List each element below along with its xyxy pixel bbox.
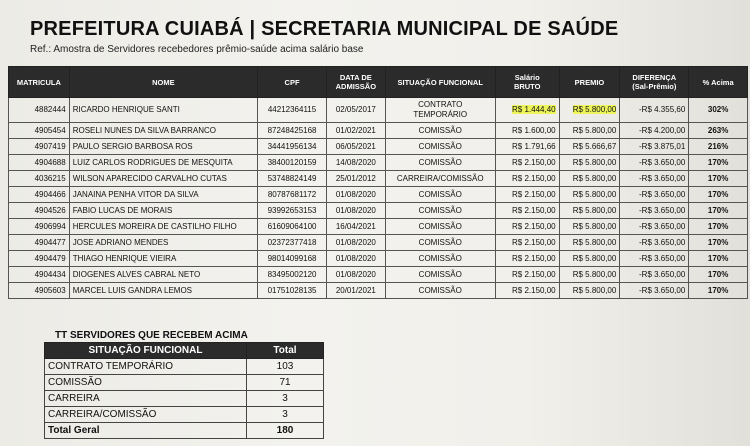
- cell-cpf: 01751028135: [258, 283, 327, 299]
- cell-cpf: 44212364115: [258, 98, 327, 123]
- col-salario: [495, 67, 559, 98]
- table-row: [9, 219, 748, 235]
- cell-admissao: 25/01/2012: [327, 171, 386, 187]
- table-row: [9, 155, 748, 171]
- cell-situacao: COMISSÃO: [385, 123, 495, 139]
- cell-matricula: 4904477: [9, 235, 70, 251]
- cell-salario: R$ 2.150,00: [495, 171, 559, 187]
- cell-situacao: CARREIRA/COMISSÃO: [385, 171, 495, 187]
- cell-nome: DIOGENES ALVES CABRAL NETO: [69, 267, 257, 283]
- cell-situacao: COMISSÃO: [385, 267, 495, 283]
- cell-pct: 216%: [689, 139, 748, 155]
- cell-admissao: 01/08/2020: [327, 267, 386, 283]
- cell-admissao: 01/08/2020: [327, 203, 386, 219]
- cell-premio: R$ 5.800,00: [559, 251, 620, 267]
- cell-admissao: 16/04/2021: [327, 219, 386, 235]
- cell-matricula: 4907419: [9, 139, 70, 155]
- cell-cpf: 93992653153: [258, 203, 327, 219]
- cell-nome: THIAGO HENRIQUE VIEIRA: [69, 251, 257, 267]
- servidores-table: [8, 66, 748, 299]
- cell-cpf: 53748824149: [258, 171, 327, 187]
- cell-pct: 302%: [689, 98, 748, 123]
- table-row: [9, 171, 748, 187]
- cell-salario: R$ 2.150,00: [495, 251, 559, 267]
- summary-row: [45, 359, 324, 375]
- summary-total: 3: [247, 407, 324, 423]
- cell-matricula: 4906994: [9, 219, 70, 235]
- summary-row: [45, 375, 324, 391]
- cell-diferenca: -R$ 3.650,00: [620, 155, 689, 171]
- cell-cpf: 83495002120: [258, 267, 327, 283]
- cell-matricula: 4904526: [9, 203, 70, 219]
- col-salario-line2: BRUTO: [513, 82, 541, 91]
- cell-nome: ROSELI NUNES DA SILVA BARRANCO: [69, 123, 257, 139]
- summary-label: CARREIRA/COMISSÃO: [45, 407, 247, 423]
- cell-matricula: 4904434: [9, 267, 70, 283]
- cell-nome: RICARDO HENRIQUE SANTI: [69, 98, 257, 123]
- cell-matricula: 4904479: [9, 251, 70, 267]
- cell-nome: HERCULES MOREIRA DE CASTILHO FILHO: [69, 219, 257, 235]
- cell-admissao: 14/08/2020: [327, 155, 386, 171]
- cell-situacao-line1: CONTRATO: [418, 100, 463, 109]
- cell-pct: 263%: [689, 123, 748, 139]
- cell-cpf: 02372377418: [258, 235, 327, 251]
- cell-salario: R$ 2.150,00: [495, 235, 559, 251]
- table-row: [9, 187, 748, 203]
- cell-nome: JANAINA PENHA VITOR DA SILVA: [69, 187, 257, 203]
- cell-pct: 170%: [689, 155, 748, 171]
- summary-total: 71: [247, 375, 324, 391]
- cell-nome: WILSON APARECIDO CARVALHO CUTAS: [69, 171, 257, 187]
- highlight-premio: R$ 5.800,00: [572, 105, 617, 114]
- col-nome: NOME: [69, 67, 257, 98]
- cell-salario: R$ 2.150,00: [495, 155, 559, 171]
- summary-label: CONTRATO TEMPORÁRIO: [45, 359, 247, 375]
- col-admissao-line2: ADMISSÃO: [335, 82, 377, 91]
- cell-salario: [495, 98, 559, 123]
- cell-pct: 170%: [689, 251, 748, 267]
- cell-admissao: 02/05/2017: [327, 98, 386, 123]
- cell-matricula: 4905603: [9, 283, 70, 299]
- cell-nome: PAULO SERGIO BARBOSA ROS: [69, 139, 257, 155]
- cell-cpf: 61609064100: [258, 219, 327, 235]
- cell-situacao-line2: TEMPORÁRIO: [413, 110, 468, 119]
- cell-matricula: 4905454: [9, 123, 70, 139]
- cell-cpf: 80787681172: [258, 187, 327, 203]
- cell-diferenca: -R$ 3.650,00: [620, 251, 689, 267]
- cell-cpf: 34441956134: [258, 139, 327, 155]
- cell-salario: R$ 1.791,66: [495, 139, 559, 155]
- cell-diferenca: -R$ 3.650,00: [620, 187, 689, 203]
- summary-header-row: [45, 343, 324, 359]
- cell-situacao: COMISSÃO: [385, 219, 495, 235]
- table-row: [9, 123, 748, 139]
- cell-admissao: 01/08/2020: [327, 235, 386, 251]
- cell-cpf: 87248425168: [258, 123, 327, 139]
- col-admissao: [327, 67, 386, 98]
- cell-nome: MARCEL LUIS GANDRA LEMOS: [69, 283, 257, 299]
- summary-label: COMISSÃO: [45, 375, 247, 391]
- cell-premio: R$ 5.800,00: [559, 187, 620, 203]
- cell-premio: R$ 5.800,00: [559, 219, 620, 235]
- cell-admissao: 01/02/2021: [327, 123, 386, 139]
- cell-pct: 170%: [689, 283, 748, 299]
- cell-diferenca: -R$ 3.650,00: [620, 171, 689, 187]
- cell-salario: R$ 2.150,00: [495, 283, 559, 299]
- cell-diferenca: -R$ 3.650,00: [620, 283, 689, 299]
- table-header-row: [9, 67, 748, 98]
- col-salario-line1: Salário: [514, 73, 540, 82]
- reference-note: Ref.: Amostra de Servidores recebedores prêmio-saúde acima salário base: [30, 44, 364, 55]
- cell-premio: R$ 5.800,00: [559, 123, 620, 139]
- cell-admissao: 01/08/2020: [327, 251, 386, 267]
- table-row: [9, 251, 748, 267]
- summary-total: 3: [247, 391, 324, 407]
- cell-pct: 170%: [689, 219, 748, 235]
- table-row: [9, 235, 748, 251]
- col-matricula: MATRICULA: [9, 67, 70, 98]
- cell-situacao: [385, 98, 495, 123]
- cell-situacao: COMISSÃO: [385, 251, 495, 267]
- cell-premio: R$ 5.800,00: [559, 203, 620, 219]
- cell-cpf: 98014099168: [258, 251, 327, 267]
- table-row: [9, 139, 748, 155]
- table-row: [9, 267, 748, 283]
- cell-premio: [559, 98, 620, 123]
- summary-grand-row: [45, 423, 324, 439]
- table-row: [9, 283, 748, 299]
- cell-diferenca: -R$ 4.355,60: [620, 98, 689, 123]
- cell-matricula: 4904688: [9, 155, 70, 171]
- col-diferenca-line2: (Sal-Prêmio): [632, 82, 677, 91]
- cell-admissao: 01/08/2020: [327, 187, 386, 203]
- cell-matricula: 4036215: [9, 171, 70, 187]
- cell-premio: R$ 5.800,00: [559, 235, 620, 251]
- cell-diferenca: -R$ 3.650,00: [620, 203, 689, 219]
- cell-pct: 170%: [689, 203, 748, 219]
- summary-grand-total: 180: [247, 423, 324, 439]
- summary-title: TT SERVIDORES QUE RECEBEM ACIMA: [55, 330, 248, 341]
- cell-premio: R$ 5.666,67: [559, 139, 620, 155]
- cell-pct: 170%: [689, 267, 748, 283]
- cell-nome: JOSE ADRIANO MENDES: [69, 235, 257, 251]
- col-pct: % Acima: [689, 67, 748, 98]
- cell-nome: FABIO LUCAS DE MORAIS: [69, 203, 257, 219]
- cell-salario: R$ 2.150,00: [495, 267, 559, 283]
- cell-diferenca: -R$ 3.875,01: [620, 139, 689, 155]
- col-admissao-line1: DATA DE: [339, 73, 372, 82]
- cell-admissao: 06/05/2021: [327, 139, 386, 155]
- cell-matricula: 4882444: [9, 98, 70, 123]
- cell-nome: LUIZ CARLOS RODRIGUES DE MESQUITA: [69, 155, 257, 171]
- cell-salario: R$ 1.600,00: [495, 123, 559, 139]
- cell-salario: R$ 2.150,00: [495, 203, 559, 219]
- cell-diferenca: -R$ 3.650,00: [620, 235, 689, 251]
- summary-row: [45, 391, 324, 407]
- cell-situacao: COMISSÃO: [385, 235, 495, 251]
- cell-salario: R$ 2.150,00: [495, 187, 559, 203]
- cell-pct: 170%: [689, 235, 748, 251]
- cell-premio: R$ 5.800,00: [559, 171, 620, 187]
- page-title: PREFEITURA CUIABÁ | SECRETARIA MUNICIPAL DE SAÚDE: [30, 18, 619, 40]
- cell-pct: 170%: [689, 187, 748, 203]
- cell-cpf: 38400120159: [258, 155, 327, 171]
- table-row: [9, 203, 748, 219]
- cell-matricula: 4904466: [9, 187, 70, 203]
- cell-situacao: COMISSÃO: [385, 203, 495, 219]
- cell-diferenca: -R$ 3.650,00: [620, 267, 689, 283]
- cell-pct: 170%: [689, 171, 748, 187]
- cell-situacao: COMISSÃO: [385, 139, 495, 155]
- highlight-salario: R$ 1.444,40: [512, 105, 556, 114]
- summary-col-situacao: SITUAÇÃO FUNCIONAL: [45, 343, 247, 359]
- summary-total: 103: [247, 359, 324, 375]
- col-premio: PREMIO: [559, 67, 620, 98]
- summary-label: CARREIRA: [45, 391, 247, 407]
- col-situacao: SITUAÇÃO FUNCIONAL: [385, 67, 495, 98]
- cell-premio: R$ 5.800,00: [559, 267, 620, 283]
- cell-admissao: 20/01/2021: [327, 283, 386, 299]
- cell-situacao: COMISSÃO: [385, 283, 495, 299]
- cell-premio: R$ 5.800,00: [559, 155, 620, 171]
- summary-grand-label: Total Geral: [45, 423, 247, 439]
- col-diferenca: [620, 67, 689, 98]
- col-diferenca-line1: DIFERENÇA: [632, 73, 677, 82]
- summary-row: [45, 407, 324, 423]
- cell-diferenca: -R$ 4.200,00: [620, 123, 689, 139]
- cell-diferenca: -R$ 3.650,00: [620, 219, 689, 235]
- cell-situacao: COMISSÃO: [385, 187, 495, 203]
- table-row: [9, 98, 748, 123]
- col-cpf: CPF: [258, 67, 327, 98]
- cell-premio: R$ 5.800,00: [559, 283, 620, 299]
- summary-table: [44, 342, 324, 439]
- cell-situacao: COMISSÃO: [385, 155, 495, 171]
- summary-col-total: Total: [247, 343, 324, 359]
- cell-salario: R$ 2.150,00: [495, 219, 559, 235]
